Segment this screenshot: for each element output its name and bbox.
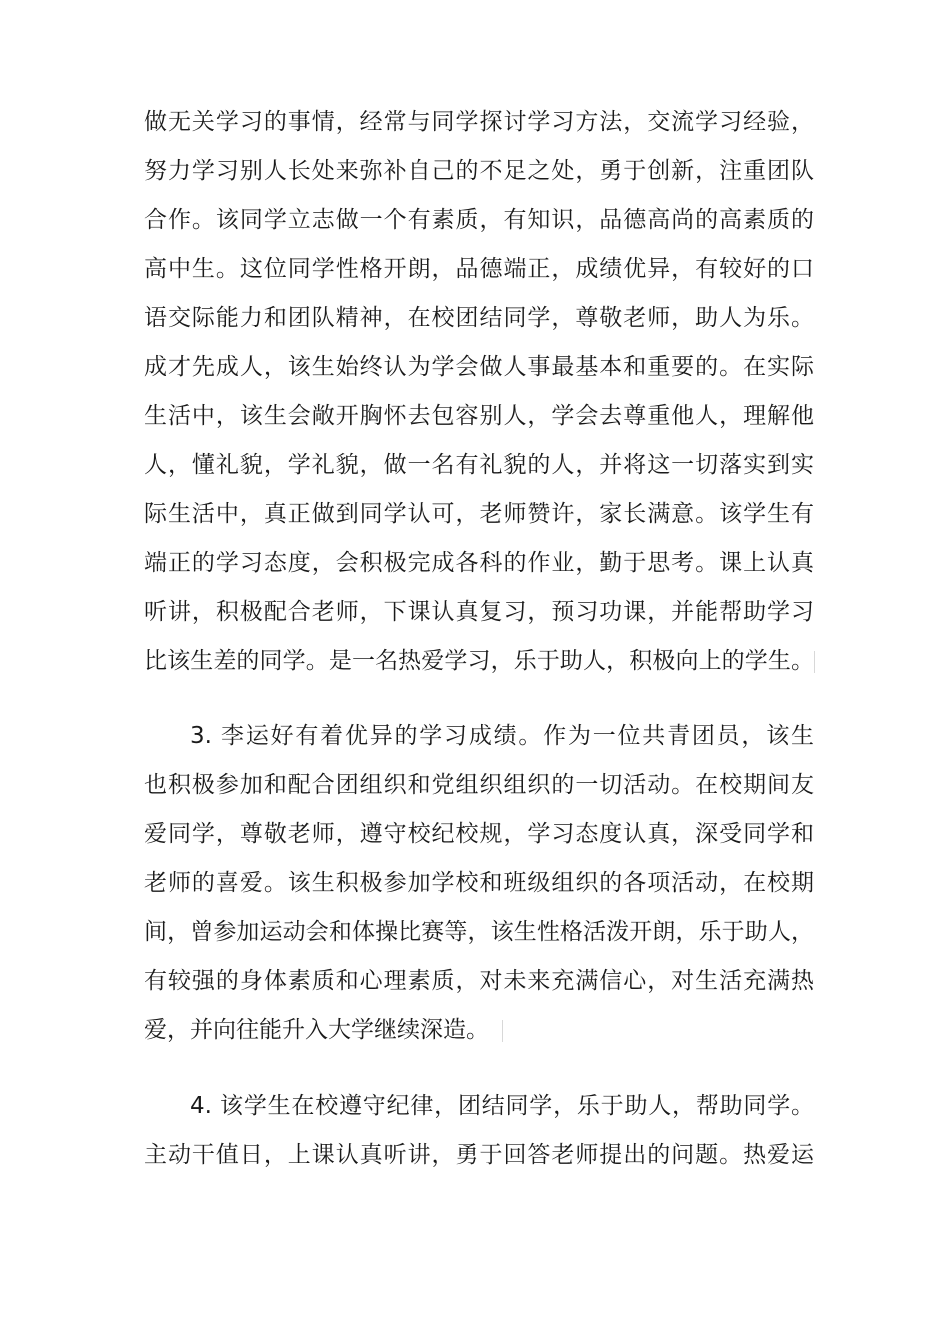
- text-line: 爱同学，尊敬老师，遵守校纪校规，学习态度认真，深受同学和: [144, 821, 814, 847]
- text-line: 努力学习别人长处来弥补自己的不足之处，勇于创新，注重团队: [144, 158, 814, 184]
- text-line: 做无关学习的事情，经常与同学探讨学习方法，交流学习经验，: [144, 109, 814, 135]
- paragraph: [144, 98, 814, 686]
- text-line: 际生活中，真正做到同学认可，老师赞许，家长满意。该学生有: [144, 501, 814, 527]
- text-line: 合作。该同学立志做一个有素质，有知识，品德高尚的高素质的: [144, 207, 814, 233]
- text-line: 爱，并向往能升入大学继续深造。: [144, 1006, 814, 1055]
- edge-mark: [814, 651, 815, 673]
- text-line: 间，曾参加运动会和体操比赛等，该生性格活泼开朗，乐于助人，: [144, 919, 814, 945]
- paragraph: [144, 712, 814, 1055]
- text-line: 3. 李运好有着优异的学习成绩。作为一位共青团员，该生: [190, 723, 814, 749]
- text-line: 成才先成人，该生始终认为学会做人事最基本和重要的。在实际: [144, 354, 814, 380]
- text-line: 也积极参加和配合团组织和党组织组织的一切活动。在校期间友: [144, 772, 814, 798]
- text-line: 端正的学习态度，会积极完成各科的作业，勤于思考。课上认真: [144, 550, 814, 576]
- text-line: 高中生。这位同学性格开朗，品德端正，成绩优异，有较好的口: [144, 256, 814, 282]
- edge-mark: [502, 1020, 503, 1042]
- text-line: 老师的喜爱。该生积极参加学校和班级组织的各项活动，在校期: [144, 870, 814, 896]
- text-line: 比该生差的同学。是一名热爱学习，乐于助人，积极向上的学生。: [144, 648, 814, 674]
- text-line: 人，懂礼貌，学礼貌，做一名有礼貌的人，并将这一切落实到实: [144, 452, 814, 478]
- text-line: 主动干值日，上课认真听讲，勇于回答老师提出的问题。热爱运: [144, 1142, 814, 1168]
- text-line: 4. 该学生在校遵守纪律，团结同学，乐于助人，帮助同学。: [190, 1093, 814, 1119]
- text-line: 有较强的身体素质和心理素质，对未来充满信心，对生活充满热: [144, 968, 814, 994]
- text-line: 听讲，积极配合老师，下课认真复习，预习功课，并能帮助学习: [144, 599, 814, 625]
- paragraph: [144, 1082, 814, 1180]
- text-line: 语交际能力和团队精神，在校团结同学，尊敬老师，助人为乐。: [144, 305, 814, 331]
- text-line: 生活中，该生会敞开胸怀去包容别人，学会去尊重他人，理解他: [144, 403, 814, 429]
